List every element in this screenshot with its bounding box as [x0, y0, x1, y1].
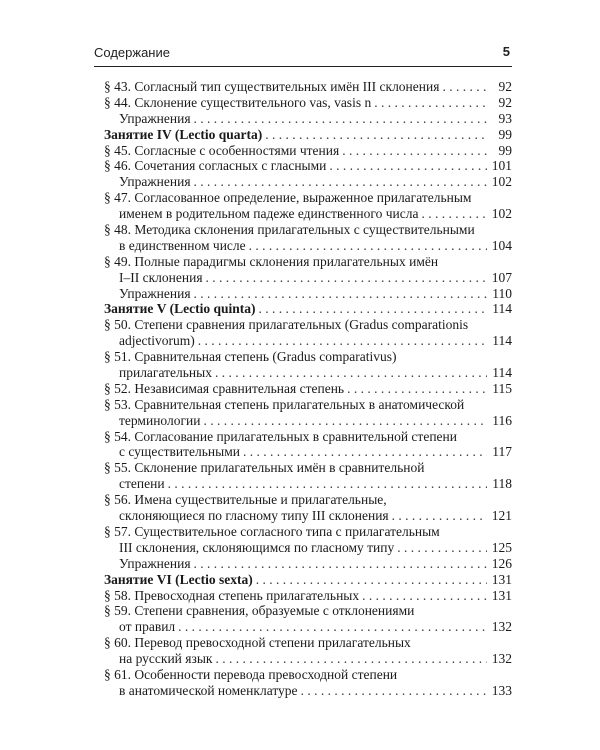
toc-page-number: 104 — [491, 237, 512, 253]
toc-entry-title: § 51. Сравнительная степень (Gradus comparativus) — [104, 349, 397, 365]
toc-entry-title: § 44. Склонение существительного vas, vasis n — [104, 94, 372, 110]
toc-entry-line — [104, 222, 512, 238]
dot-leader — [442, 79, 487, 95]
dot-leader — [256, 572, 487, 588]
toc-page-number: 116 — [492, 412, 512, 428]
toc-entry-title: adjectivorum) — [119, 333, 195, 349]
dot-leader — [198, 333, 487, 349]
table-of-contents — [104, 79, 512, 699]
dot-leader — [194, 556, 487, 572]
toc-page-number: 117 — [492, 444, 512, 460]
toc-entry-line — [104, 460, 512, 476]
toc-entry-line — [104, 603, 512, 619]
toc-entry-line — [104, 635, 512, 651]
toc-section-entry[interactable] — [104, 190, 512, 222]
toc-section-entry[interactable] — [104, 254, 512, 286]
dot-leader — [215, 365, 487, 381]
toc-entry-title: именем в родительном падеже единственного числа — [119, 206, 419, 222]
toc-entry-title: § 59. Степени сравнения, образуемые с отклонениями — [104, 603, 415, 619]
toc-page-number: 107 — [491, 269, 512, 285]
toc-section-entry[interactable] — [104, 95, 512, 111]
toc-entry-line — [104, 301, 512, 317]
dot-leader — [206, 270, 487, 286]
toc-page-number: 125 — [491, 539, 512, 555]
dot-leader — [194, 111, 487, 127]
toc-exercise-entry[interactable] — [104, 556, 512, 572]
toc-page-number: 114 — [492, 301, 512, 317]
toc-entry-title: Упражнения — [119, 555, 191, 571]
toc-entry-title: § 43. Согласный тип существительных имён III склонения — [104, 79, 440, 94]
toc-entry-line — [104, 572, 512, 588]
toc-section-entry[interactable] — [104, 429, 512, 461]
toc-page-number: 114 — [492, 333, 512, 349]
toc-entry-title: § 58. Превосходная степень прилагательных — [104, 587, 360, 603]
dot-leader — [347, 381, 487, 397]
dot-leader — [168, 476, 487, 492]
toc-section-entry[interactable] — [104, 588, 512, 604]
toc-entry-line — [104, 651, 512, 667]
toc-entry-line — [104, 667, 512, 683]
dot-leader — [421, 206, 487, 222]
toc-entry-line — [104, 270, 512, 286]
toc-entry-title: на русский язык — [119, 651, 213, 667]
dot-leader — [194, 286, 487, 302]
toc-entry-title: § 61. Особенности перевода превосходной степени — [104, 666, 398, 682]
toc-page-number: 114 — [492, 365, 512, 381]
toc-entry-line — [104, 397, 512, 413]
dot-leader — [374, 95, 487, 111]
toc-entry-title: в единственном числе — [119, 237, 246, 253]
dot-leader — [301, 683, 487, 699]
toc-section-entry[interactable] — [104, 524, 512, 556]
toc-section-entry[interactable] — [104, 158, 512, 174]
toc-entry-title: III склонения, склоняющимся по гласному типу — [119, 539, 395, 555]
toc-entry-title: § 50. Степени сравнения прилагательных (Gradus comparationis — [104, 317, 469, 333]
toc-section-entry[interactable] — [104, 381, 512, 397]
toc-entry-line — [104, 286, 512, 302]
toc-entry-line — [104, 540, 512, 556]
dot-leader — [342, 143, 487, 159]
toc-entry-title: § 47. Согласованное определение, выраженное прилагательным — [104, 190, 472, 206]
toc-page-number: 102 — [491, 174, 512, 190]
toc-entry-line — [104, 524, 512, 540]
toc-section-entry[interactable] — [104, 222, 512, 254]
dot-leader — [392, 508, 487, 524]
toc-page-number: 132 — [491, 651, 512, 667]
toc-section-entry[interactable] — [104, 143, 512, 159]
toc-entry-line — [104, 79, 512, 95]
toc-section-entry[interactable] — [104, 667, 512, 699]
toc-entry-title: § 48. Методика склонения прилагательных с существительными — [104, 222, 475, 238]
toc-page-number: 99 — [498, 142, 512, 158]
dot-leader — [265, 127, 487, 143]
toc-entry-title: § 52. Независимая сравнительная степень — [104, 380, 345, 396]
dot-leader — [215, 651, 487, 667]
toc-exercise-entry[interactable] — [104, 286, 512, 302]
dot-leader — [362, 588, 487, 604]
toc-chapter-entry[interactable] — [104, 572, 512, 588]
toc-entry-line — [104, 206, 512, 222]
toc-entry-title: терминологии — [119, 412, 201, 428]
toc-entry-line — [104, 158, 512, 174]
dot-leader — [243, 444, 487, 460]
toc-page-number: 101 — [491, 158, 512, 174]
toc-entry-title: § 46. Сочетания согласных с гласными — [104, 158, 327, 174]
page-number: 5 — [502, 44, 510, 59]
toc-entry-line — [104, 619, 512, 635]
section-title: Содержание — [94, 45, 170, 60]
toc-entry-line — [104, 588, 512, 604]
toc-entry-line — [104, 556, 512, 572]
toc-entry-line — [104, 508, 512, 524]
toc-section-entry[interactable] — [104, 317, 512, 349]
toc-page-number: 92 — [498, 79, 512, 94]
toc-page-number: 131 — [491, 571, 512, 587]
toc-entry-line — [104, 317, 512, 333]
toc-section-entry[interactable] — [104, 635, 512, 667]
toc-entry-line — [104, 683, 512, 699]
toc-entry-line — [104, 381, 512, 397]
dot-leader — [259, 301, 488, 317]
toc-page-number: 92 — [498, 94, 512, 110]
toc-entry-title: Занятие VI (Lectio sexta) — [104, 571, 253, 587]
toc-page-number: 102 — [491, 206, 512, 222]
toc-entry-title: Занятие V (Lectio quinta) — [104, 301, 256, 317]
toc-entry-line — [104, 238, 512, 254]
toc-section-entry[interactable] — [104, 492, 512, 524]
toc-entry-title: § 53. Сравнительная степень прилагательных в анатомической — [104, 396, 465, 412]
toc-entry-title: Занятие IV (Lectio quarta) — [104, 126, 263, 142]
toc-exercise-entry[interactable] — [104, 111, 512, 127]
toc-page-number: 118 — [492, 476, 512, 492]
running-header — [94, 44, 512, 67]
toc-entry-title: Упражнения — [119, 285, 191, 301]
toc-entry-title: в анатомической номенклатуре — [119, 682, 298, 698]
toc-section-entry[interactable] — [104, 79, 512, 95]
toc-entry-title: склоняющиеся по гласному типу III склонения — [119, 508, 389, 524]
toc-entry-title: I–II склонения — [119, 269, 203, 285]
toc-page-number: 99 — [498, 126, 512, 142]
toc-page-number: 110 — [492, 285, 512, 301]
toc-entry-title: прилагательных — [119, 365, 212, 381]
toc-entry-line — [104, 333, 512, 349]
dot-leader — [178, 619, 487, 635]
toc-page-number: 93 — [498, 110, 512, 126]
toc-entry-line — [104, 429, 512, 445]
toc-section-entry[interactable] — [104, 397, 512, 429]
toc-section-entry[interactable] — [104, 603, 512, 635]
dot-leader — [397, 540, 487, 556]
toc-entry-title: § 57. Существительное согласного типа с прилагательным — [104, 523, 440, 539]
toc-entry-title: § 45. Согласные с особенностями чтения — [104, 142, 340, 158]
toc-chapter-entry[interactable] — [104, 127, 512, 143]
dot-leader — [203, 413, 487, 429]
toc-page-number: 121 — [491, 508, 512, 524]
toc-entry-line — [104, 174, 512, 190]
toc-exercise-entry[interactable] — [104, 174, 512, 190]
dot-leader — [329, 158, 487, 174]
toc-entry-line — [104, 127, 512, 143]
toc-entry-line — [104, 365, 512, 381]
toc-chapter-entry[interactable] — [104, 301, 512, 317]
toc-entry-line — [104, 111, 512, 127]
toc-page-number: 126 — [491, 555, 512, 571]
toc-entry-line — [104, 190, 512, 206]
toc-section-entry[interactable] — [104, 460, 512, 492]
toc-page-number: 131 — [491, 587, 512, 603]
toc-page-number: 133 — [491, 682, 512, 698]
toc-entry-title: Упражнения — [119, 174, 191, 190]
toc-entry-line — [104, 492, 512, 508]
toc-entry-title: § 54. Согласование прилагательных в сравнительной степени — [104, 428, 457, 444]
toc-entry-line — [104, 413, 512, 429]
toc-entry-line — [104, 349, 512, 365]
toc-entry-title: § 49. Полные парадигмы склонения прилагательных имён — [104, 253, 439, 269]
toc-entry-title: § 56. Имена существительные и прилагательные, — [104, 492, 387, 508]
toc-entry-line — [104, 95, 512, 111]
toc-entry-line — [104, 476, 512, 492]
toc-entry-line — [104, 143, 512, 159]
toc-entry-title: § 60. Перевод превосходной степени прилагательных — [104, 635, 411, 651]
toc-section-entry[interactable] — [104, 349, 512, 381]
toc-page-number: 132 — [491, 619, 512, 635]
dot-leader — [249, 238, 487, 254]
toc-entry-line — [104, 444, 512, 460]
toc-entry-title: Упражнения — [119, 110, 191, 126]
toc-entry-title: от правил — [119, 619, 176, 635]
dot-leader — [194, 174, 487, 190]
toc-entry-title: § 55. Склонение прилагательных имён в сравнительной — [104, 460, 425, 476]
toc-entry-line — [104, 254, 512, 270]
toc-entry-title: степени — [119, 476, 165, 492]
toc-entry-title: с существительными — [119, 444, 240, 460]
toc-page-number: 115 — [492, 380, 512, 396]
